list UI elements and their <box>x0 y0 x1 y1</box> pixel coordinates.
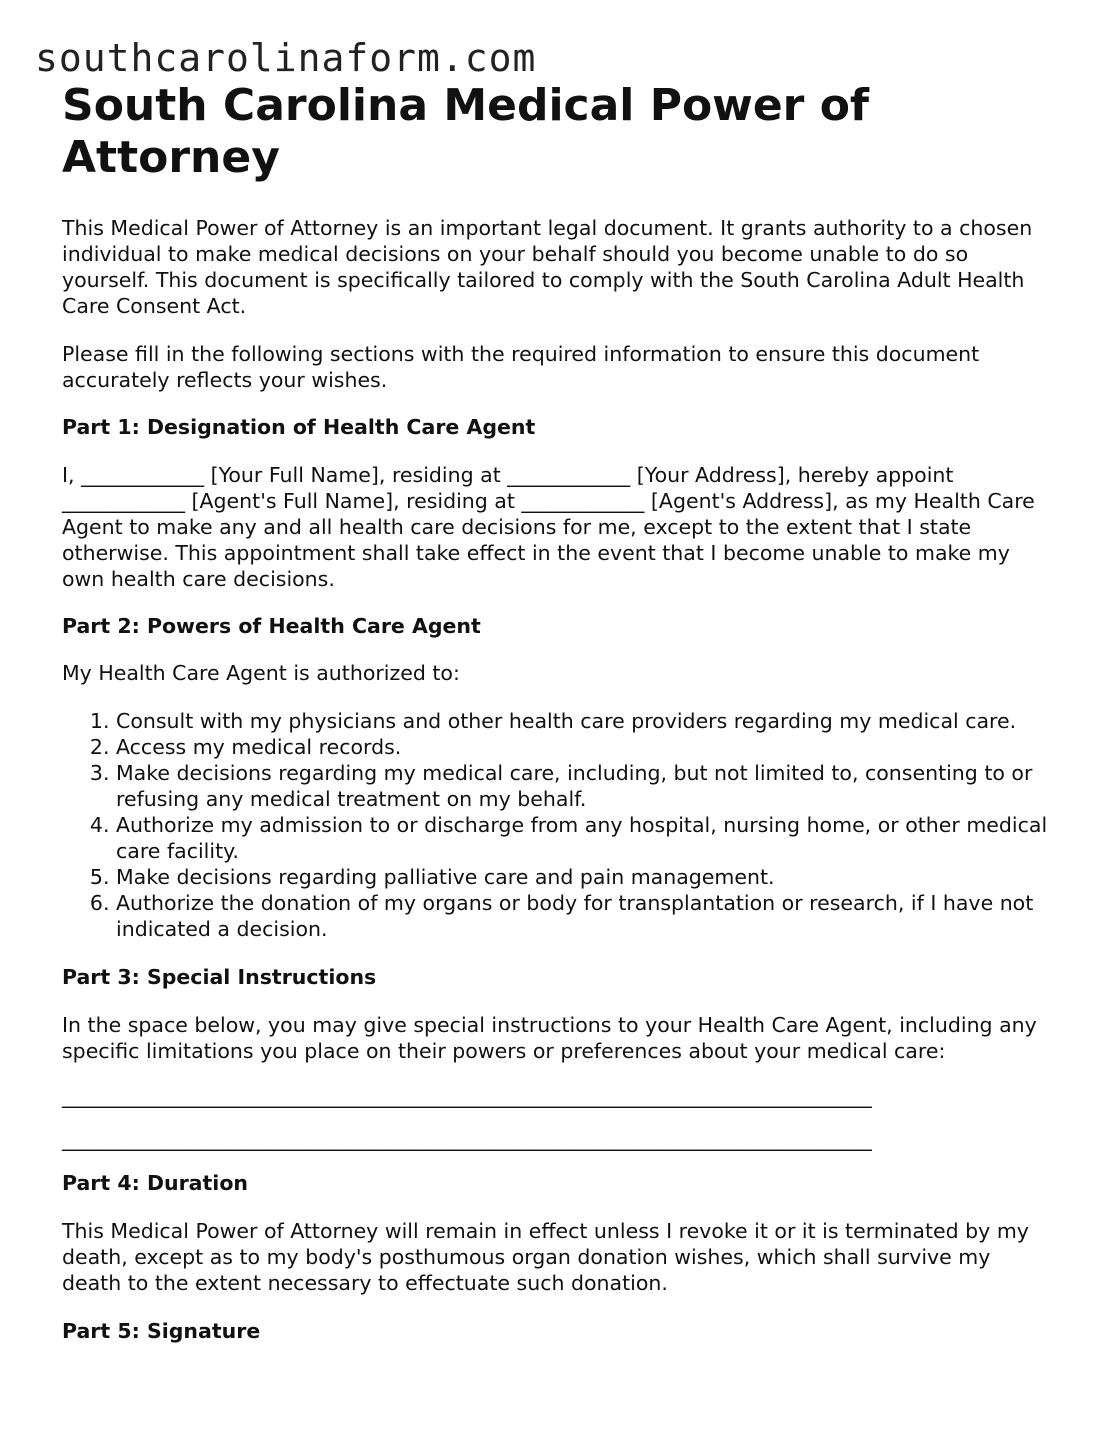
part2-heading: Part 2: Powers of Health Care Agent <box>62 614 481 638</box>
part3-heading: Part 3: Special Instructions <box>62 965 377 989</box>
powers-list <box>62 708 1052 942</box>
list-item: 3. Make decisions regarding my medical care, including, but not limited to, consenting to or refusing any medical treatment on my behalf. <box>116 760 1052 812</box>
part4-heading: Part 4: Duration <box>62 1171 249 1195</box>
instruction-blank-line: _______________________________________________________________________________ <box>62 1127 872 1151</box>
part2-lead: My Health Care Agent is authorized to: <box>62 661 460 685</box>
part3-text: In the space below, you may give special instructions to your Health Care Agent, including any specific limitations you place on their powers or preferences about your medical care: <box>62 1013 1037 1063</box>
intro-paragraph: This Medical Power of Attorney is an important legal document. It grants authority to a chosen individual to make medical decisions on your behalf should you become unable to do so yourself. This document is specifically tailored to comply with the South Carolina Adult Health Care Consent Act. <box>62 216 1033 318</box>
list-item: 6. Authorize the donation of my organs or body for transplantation or research, if I have not indicated a decision. <box>116 890 1052 942</box>
part4-text: This Medical Power of Attorney will remain in effect unless I revoke it or it is terminated by my death, except as to my body's posthumous organ donation wishes, which shall survive my death to the extent necessary to effectuate such donation. <box>62 1219 1029 1295</box>
instruction-blank-line: _______________________________________________________________________________ <box>62 1084 872 1108</box>
list-item: 2. Access my medical records. <box>116 734 1052 760</box>
list-item: 1. Consult with my physicians and other health care providers regarding my medical care. <box>116 708 1052 734</box>
part1-text: I, ____________ [Your Full Name], residing at ____________ [Your Address], hereby appoint ____________ [Agent's Full Name], residing at ____________ [Agent's Address], as my Health Care Agent to make any and all health care decisions for me, except to the extent that I state otherwise. This appointment shall take effect in the event that I become unable to make my own health care decisions. <box>62 463 1035 591</box>
document-body <box>62 80 1052 1344</box>
part5-heading: Part 5: Signature <box>62 1319 261 1343</box>
list-item: 4. Authorize my admission to or discharge from any hospital, nursing home, or other medical care facility. <box>116 812 1052 864</box>
list-item: 5. Make decisions regarding palliative care and pain management. <box>116 864 1052 890</box>
part1-heading: Part 1: Designation of Health Care Agent <box>62 415 536 439</box>
instructions-paragraph: Please fill in the following sections with the required information to ensure this document accurately reflects your wishes. <box>62 342 980 392</box>
document-title: South Carolina Medical Power of Attorney <box>62 80 870 183</box>
site-watermark: southcarolinaform.com <box>35 36 537 80</box>
